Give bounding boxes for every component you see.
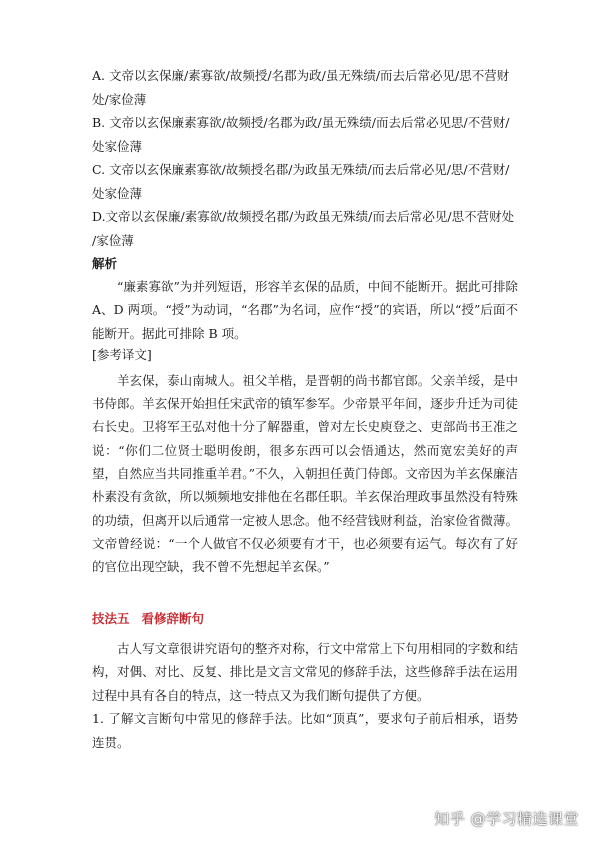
option-b-line1: B. 文帝以玄保廉素寡欲/故频授/名郡为政/虽无殊绩/而去后常必见思/不营财/	[92, 115, 510, 130]
translation-text: 羊玄保，泰山南城人。祖父羊楷，是晋朝的尚书都官郎。父亲羊绥，是中书侍郎。羊玄保开始担任宋武帝的镇军参军。少帝景平年间，逐步升迁为司徒右长史。卫将军王弘对他十分了解器重，曾对左长史庾登之、吏部尚书王准之说：“你们二位贤士聪明俊朗，很多东西可以会悟通达，然而宽宏美好的声望，自然应当共同推重羊君。”不久，入朝担任黄门侍郎。文帝因为羊玄保廉洁朴素没有贪欲，所以频频地安排他在名郡任职。羊玄保治理政事虽然没有特殊的功绩，但离开以后通常一定被人思念。他不经营钱财利益，治家俭省微薄。文帝曾经说：“一个人做官不仅必须要有才干，也必须要有运气。每次有了好的官位出现空缺，我不曾不先想起羊玄保。”	[92, 372, 518, 575]
option-d-line1: D.文帝以玄保廉/素寡欲/故频授名郡/为政虽无殊绩/而去后常必见/思不营财处	[92, 209, 515, 224]
option-a-line2: 处/家俭薄	[92, 91, 147, 107]
option-c-line1: C. 文帝以玄保廉素寡欲/故频授名郡/为政虽无殊绩/而去后常必见/思/不营财/	[92, 162, 510, 177]
option-a-line1: A. 文帝以玄保廉/素寡欲/故频授/名郡为政/虽无殊绩/而去后常必见/思不营财	[92, 68, 510, 83]
option-d-line2: /家俭薄	[92, 232, 134, 248]
section-intro: 古人写文章很讲究语句的整齐对称，行文中常常上下句用相同的字数和结构，对偶、对比、反复、排比是文言文常见的修辞手法，这些修辞手法在运用过程中具有各自的特点，这一特点又为我们断句提供了方便。	[92, 640, 518, 703]
section-heading	[92, 609, 518, 637]
option-b-line2: 处家俭薄	[92, 138, 143, 154]
watermark: 知乎 @学习精选课堂	[434, 810, 579, 828]
option-c-line2: 处家俭薄	[92, 185, 143, 201]
translation-heading: [参考译文]	[92, 346, 152, 362]
document-page	[92, 66, 518, 754]
analysis-text: “廉素寡欲”为并列短语，形容羊玄保的品质，中间不能断开。据此可排除A、D 两项。“授”为动词，“名郡”为名词，应作“授”的宾语，所以“授”后面不能断开。据此可排除 B 项。	[92, 279, 518, 341]
section-title: 看修辞断句	[141, 610, 205, 626]
section-label: 技法五	[92, 610, 130, 626]
analysis-heading: 解析	[92, 256, 118, 271]
section-point-1: 1. 了解文言断句中常见的修辞手法。比如“顶真”，要求句子前后相承，语势连贯。	[92, 711, 518, 750]
